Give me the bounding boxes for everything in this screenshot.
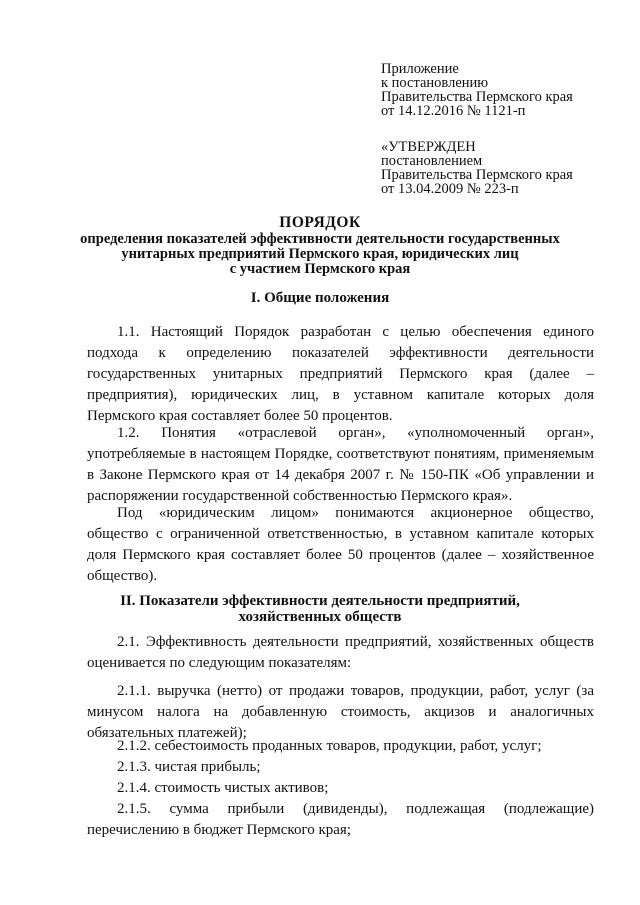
list-item-2-1-3: 2.1.3. чистая прибыль; [117,759,261,775]
appendix-line: Правительства Пермского края [381,89,573,105]
list-item-2-1-5: 2.1.5. сумма прибыли (дивиденды), подлежащая (подлежащие) перечислению в бюджет Пермского края; [87,801,594,838]
document-subtitle: определения показателей эффективности деятельности государственных унитарных предприятий Пермского края, юридических лиц с участием Пермского края [80,231,560,277]
appendix-line: от 14.12.2016 № 1121-п [381,103,526,119]
list-item-2-1-2: 2.1.2. себестоимость проданных товаров, продукции, работ, услуг; [117,738,542,754]
paragraph-1-1: 1.1. Настоящий Порядок разработан с целью обеспечения единого подхода к определению показателей эффективности деятельности государственных унитарных предприятий Пермского края (далее – предприятия), юридических лиц, в уставном капитале которых доля Пермского края составляет более 50 процентов. [87,324,594,424]
paragraph-2-1: 2.1. Эффективность деятельности предприятий, хозяйственных обществ оценивается по следующим показателям: [87,634,594,671]
list-item-2-1-4: 2.1.4. стоимость чистых активов; [117,780,329,796]
appendix-line: Приложение [381,61,459,77]
paragraph-legal-entity: Под «юридическим лицом» понимаются акционерное общество, общество с ограниченной ответственностью, в уставном капитале которых доля Пермского края составляет более 50 процентов (далее – хозяйственное общество). [87,505,594,584]
list-item-2-1-1: 2.1.1. выручка (нетто) от продажи товаров, продукции, работ, услуг (за минусом налога на добавленную стоимость, акцизов и аналогичных обязательных платежей); [87,683,594,741]
appendix-block [381,62,621,196]
section-heading-2: II. Показатели эффективности деятельности предприятий, хозяйственных обществ [120,593,520,625]
approved-line: постановлением [381,153,483,169]
appendix-line: к постановлению [381,75,489,91]
approved-line: от 13.04.2009 № 223-п [381,181,519,197]
approved-line: «УТВЕРЖДЕН [381,139,476,155]
approved-line: Правительства Пермского края [381,167,573,183]
paragraph-1-2: 1.2. Понятия «отраслевой орган», «уполномоченный орган», употребляемые в настоящем Порядке, соответствуют понятиям, применяемым в Законе Пермского края от 14 декабря 2007 г. № 150-ПК «Об управлении и распоряжении государственной собственностью Пермского края». [87,425,594,504]
document-title: ПОРЯДОК [279,214,361,231]
section-heading-1: I. Общие положения [250,290,390,306]
